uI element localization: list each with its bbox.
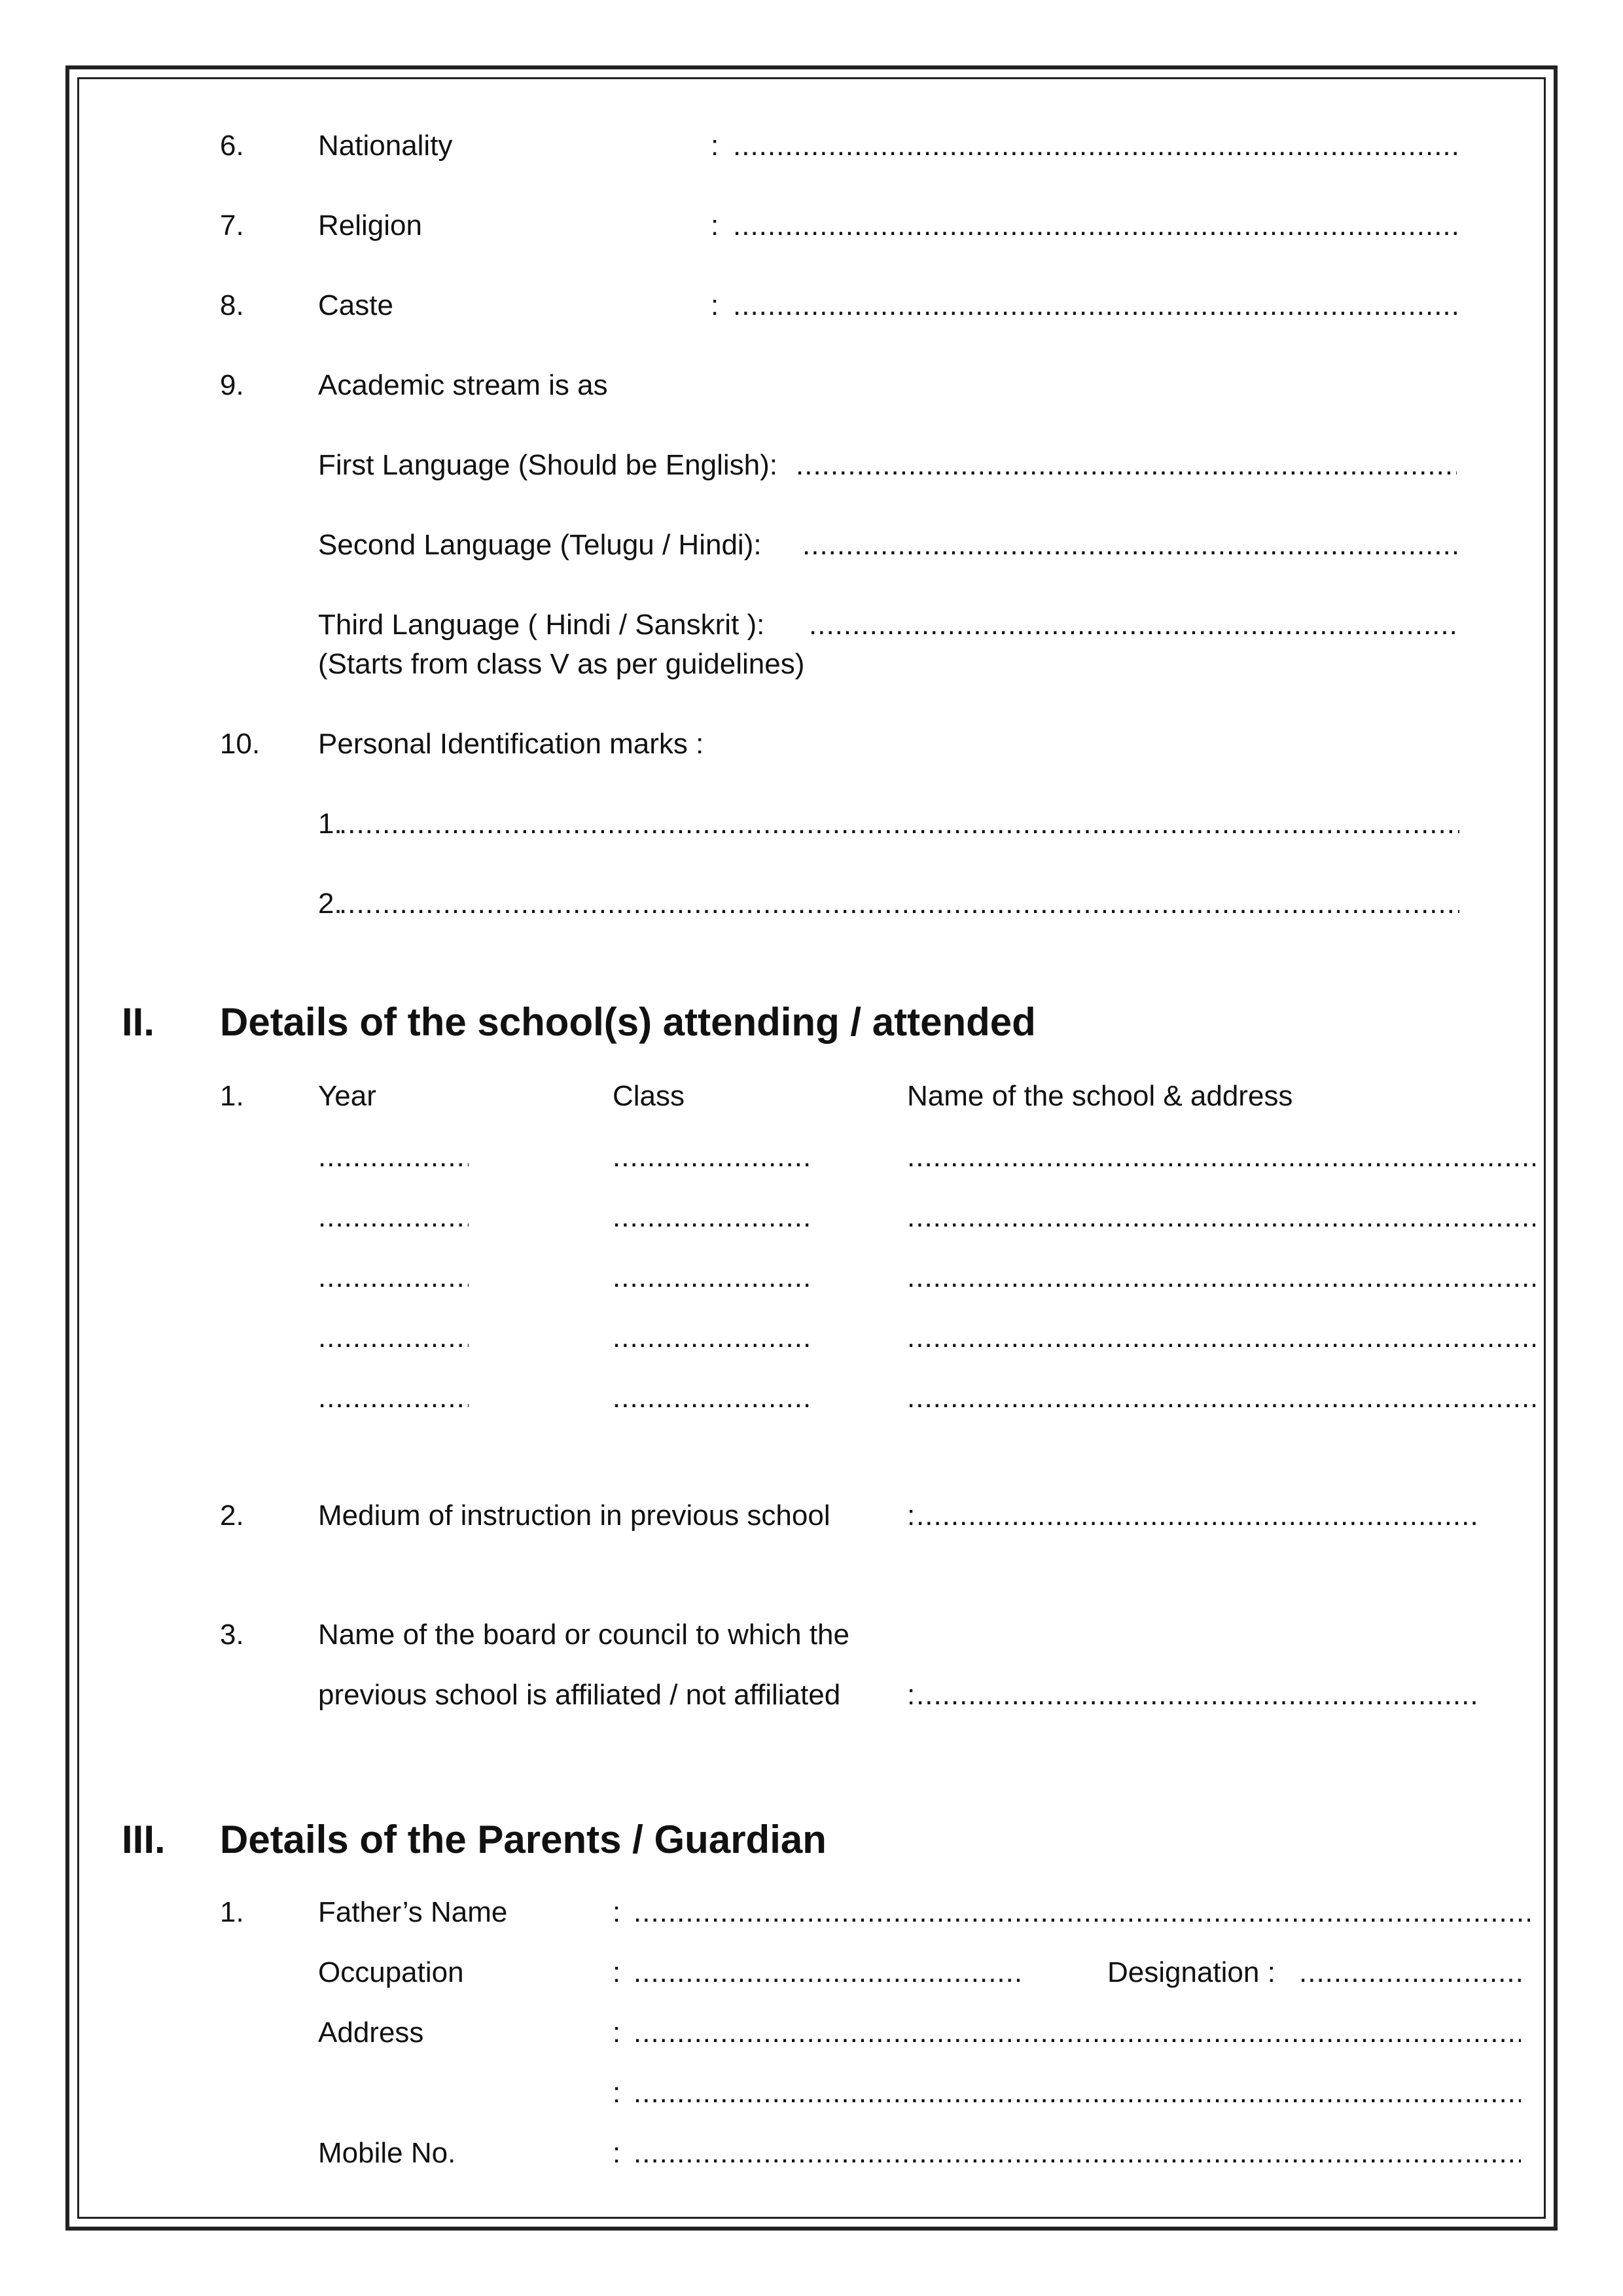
colon: : <box>613 2137 621 2169</box>
item-number: 8. <box>220 289 244 321</box>
mobile-field[interactable] <box>633 2135 1521 2172</box>
class-field[interactable] <box>613 1199 812 1236</box>
identification-marks-label: Personal Identification marks : <box>318 728 704 760</box>
year-field[interactable] <box>318 1199 469 1236</box>
colon: : <box>613 1956 621 1988</box>
item-number: 6. <box>220 130 244 162</box>
year-field[interactable] <box>318 1139 469 1175</box>
item-number: 9. <box>220 369 244 401</box>
item-number: 10. <box>220 728 260 760</box>
section-numeral: III. <box>122 1818 166 1861</box>
first-language-label: First Language (Should be English): <box>318 449 777 481</box>
colon: : <box>907 1679 916 1711</box>
third-language-field[interactable] <box>809 607 1459 643</box>
school-address-field[interactable] <box>907 1199 1535 1236</box>
colon: : <box>907 1499 916 1532</box>
designation-label: Designation : <box>1107 1956 1275 1988</box>
colon: : <box>613 2077 621 2109</box>
religion-field[interactable] <box>733 207 1457 244</box>
section-heading: Details of the school(s) attending / attended <box>220 1000 1036 1044</box>
father-name-label: Father’s Name <box>318 1896 508 1928</box>
address-line-2-field[interactable] <box>633 2075 1521 2111</box>
school-address-field[interactable] <box>907 1319 1535 1356</box>
address-line-1-field[interactable] <box>633 2015 1521 2051</box>
colon: : <box>613 1896 621 1928</box>
caste-field[interactable] <box>733 287 1457 324</box>
mobile-label: Mobile No. <box>318 2137 456 2169</box>
nationality-field[interactable] <box>733 128 1457 164</box>
academic-stream-label: Academic stream is as <box>318 369 608 401</box>
colon: : <box>711 209 719 242</box>
second-language-field[interactable] <box>802 527 1457 564</box>
section-heading: Details of the Parents / Guardian <box>220 1818 827 1861</box>
item-number: 2. <box>220 1499 244 1532</box>
class-field[interactable] <box>613 1259 812 1296</box>
board-label-line2: previous school is affiliated / not affiliated <box>318 1679 841 1711</box>
board-label-line1: Name of the board or council to which the <box>318 1619 850 1651</box>
section-numeral: II. <box>122 1000 155 1044</box>
address-label: Address <box>318 2017 424 2049</box>
colon: : <box>711 289 719 321</box>
medium-of-instruction-field[interactable] <box>916 1498 1479 1534</box>
school-address-field[interactable] <box>907 1259 1535 1296</box>
item-number: 1. <box>220 1896 244 1928</box>
first-language-field[interactable] <box>796 447 1457 484</box>
class-field[interactable] <box>613 1380 812 1416</box>
occupation-label: Occupation <box>318 1956 464 1988</box>
item-number: 1. <box>220 1080 244 1112</box>
third-language-label: Third Language ( Hindi / Sanskrit ): <box>318 609 765 641</box>
father-name-field[interactable] <box>633 1894 1530 1931</box>
column-header-class: Class <box>613 1080 685 1112</box>
year-field[interactable] <box>318 1319 469 1356</box>
colon: : <box>711 130 719 162</box>
medium-of-instruction-label: Medium of instruction in previous school <box>318 1499 830 1532</box>
year-field[interactable] <box>318 1380 469 1416</box>
nationality-label: Nationality <box>318 130 453 162</box>
item-number: 3. <box>220 1619 244 1651</box>
caste-label: Caste <box>318 289 393 321</box>
column-header-school: Name of the school & address <box>907 1080 1293 1112</box>
column-header-year: Year <box>318 1080 376 1112</box>
mark-number: 1. <box>318 808 342 840</box>
colon: : <box>613 2017 621 2049</box>
religion-label: Religion <box>318 209 422 242</box>
occupation-field[interactable] <box>633 1954 1020 1991</box>
year-field[interactable] <box>318 1259 469 1296</box>
school-address-field[interactable] <box>907 1139 1535 1175</box>
class-field[interactable] <box>613 1319 812 1356</box>
third-language-note: (Starts from class V as per guidelines) <box>318 648 805 680</box>
second-language-label: Second Language (Telugu / Hindi): <box>318 529 762 561</box>
school-address-field[interactable] <box>907 1380 1535 1416</box>
designation-field[interactable] <box>1299 1954 1522 1991</box>
identification-mark-1-field[interactable] <box>339 806 1459 842</box>
class-field[interactable] <box>613 1139 812 1175</box>
item-number: 7. <box>220 209 244 242</box>
identification-mark-2-field[interactable] <box>339 886 1459 922</box>
board-affiliation-field[interactable] <box>916 1677 1479 1713</box>
mark-number: 2. <box>318 888 342 920</box>
